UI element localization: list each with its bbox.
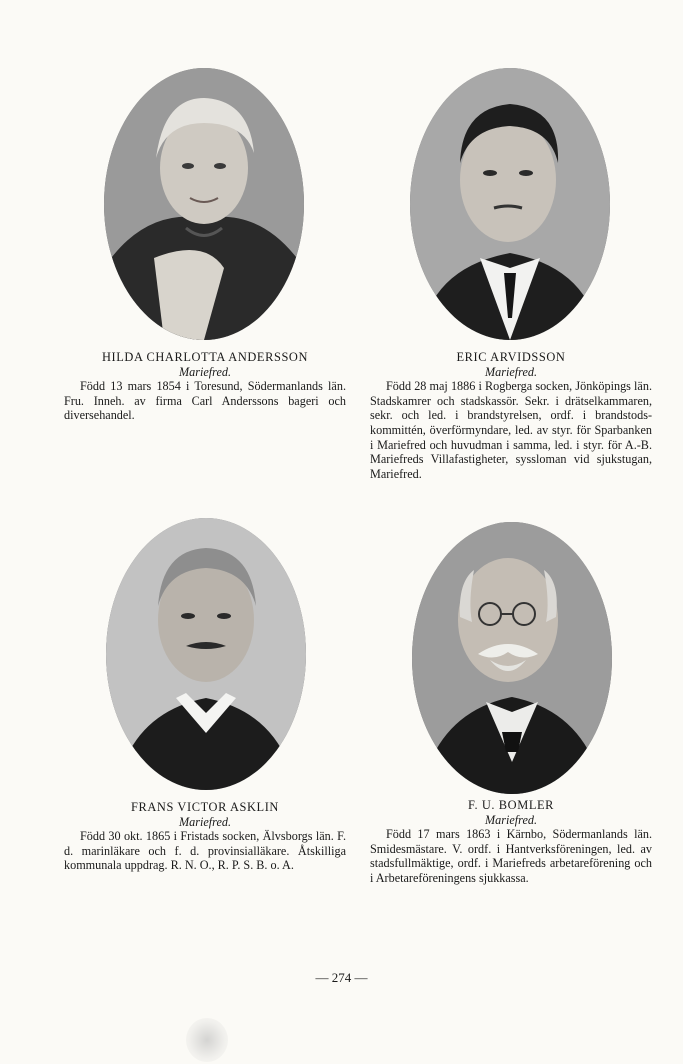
mustached-man-portrait-icon xyxy=(106,518,306,790)
person-bio: Född 13 mars 1854 i Toresund, Södermanlands län. Fru. Inneh. av firma Carl Anderssons bageri och diversehandel. xyxy=(64,379,346,423)
portrait-frans-asklin xyxy=(106,518,306,790)
bearded-man-with-glasses-portrait-icon xyxy=(412,522,612,794)
person-name: HILDA CHARLOTTA ANDERSSON xyxy=(101,350,309,364)
person-place: Mariefred. xyxy=(484,364,537,379)
entry-fu-bomler xyxy=(370,798,652,886)
portrait-fu-bomler xyxy=(412,522,612,794)
person-bio: Född 30 okt. 1865 i Fristads socken, Älvsborgs län. F. d. marinläkare och f. d. provinsialläkare. Åtskilliga kommunala uppdrag. R. N. O., R. P. S. B. o. A. xyxy=(64,829,346,873)
paper-smudge xyxy=(186,1018,228,1062)
person-place: Mariefred. xyxy=(178,814,231,829)
page-number: — 274 — xyxy=(315,970,368,985)
person-place: Mariefred. xyxy=(178,364,231,379)
entry-frans-asklin xyxy=(64,800,346,873)
entry-eric-arvidsson xyxy=(370,350,652,481)
person-name: ERIC ARVIDSSON xyxy=(456,350,566,364)
person-bio: Född 17 mars 1863 i Kärnbo, Södermanlands län. Smidesmästare. V. ordf. i Hantverksföreningen, led. av stadsfullmäktige, ordf. i Mariefreds arbetareförening och i Arbetareföreningens sjukkassa. xyxy=(370,827,652,885)
man-portrait-icon xyxy=(410,68,610,340)
entry-hilda-andersson xyxy=(64,350,346,423)
person-name: F. U. BOMLER xyxy=(467,798,555,812)
portrait-eric-arvidsson xyxy=(410,68,610,340)
person-place: Mariefred. xyxy=(484,812,537,827)
person-name: FRANS VICTOR ASKLIN xyxy=(131,800,279,814)
person-bio: Född 28 maj 1886 i Rogberga socken, Jönköpings län. Stadskamrer och stadskassör. Sekr. i drätselkammaren, sekr. och led. i brandstyrelsen, ordf. i brandstodskommittén, överförmyndare, led. av styr. för Sparbanken i Mariefred och huvudman i samma, led. i styr. för A.-B. Mariefreds Villafastigheter, syssloman vid sjukstugan, Mariefred. xyxy=(370,379,652,481)
portrait-hilda-andersson xyxy=(104,68,304,340)
elderly-woman-portrait-icon xyxy=(104,68,304,340)
